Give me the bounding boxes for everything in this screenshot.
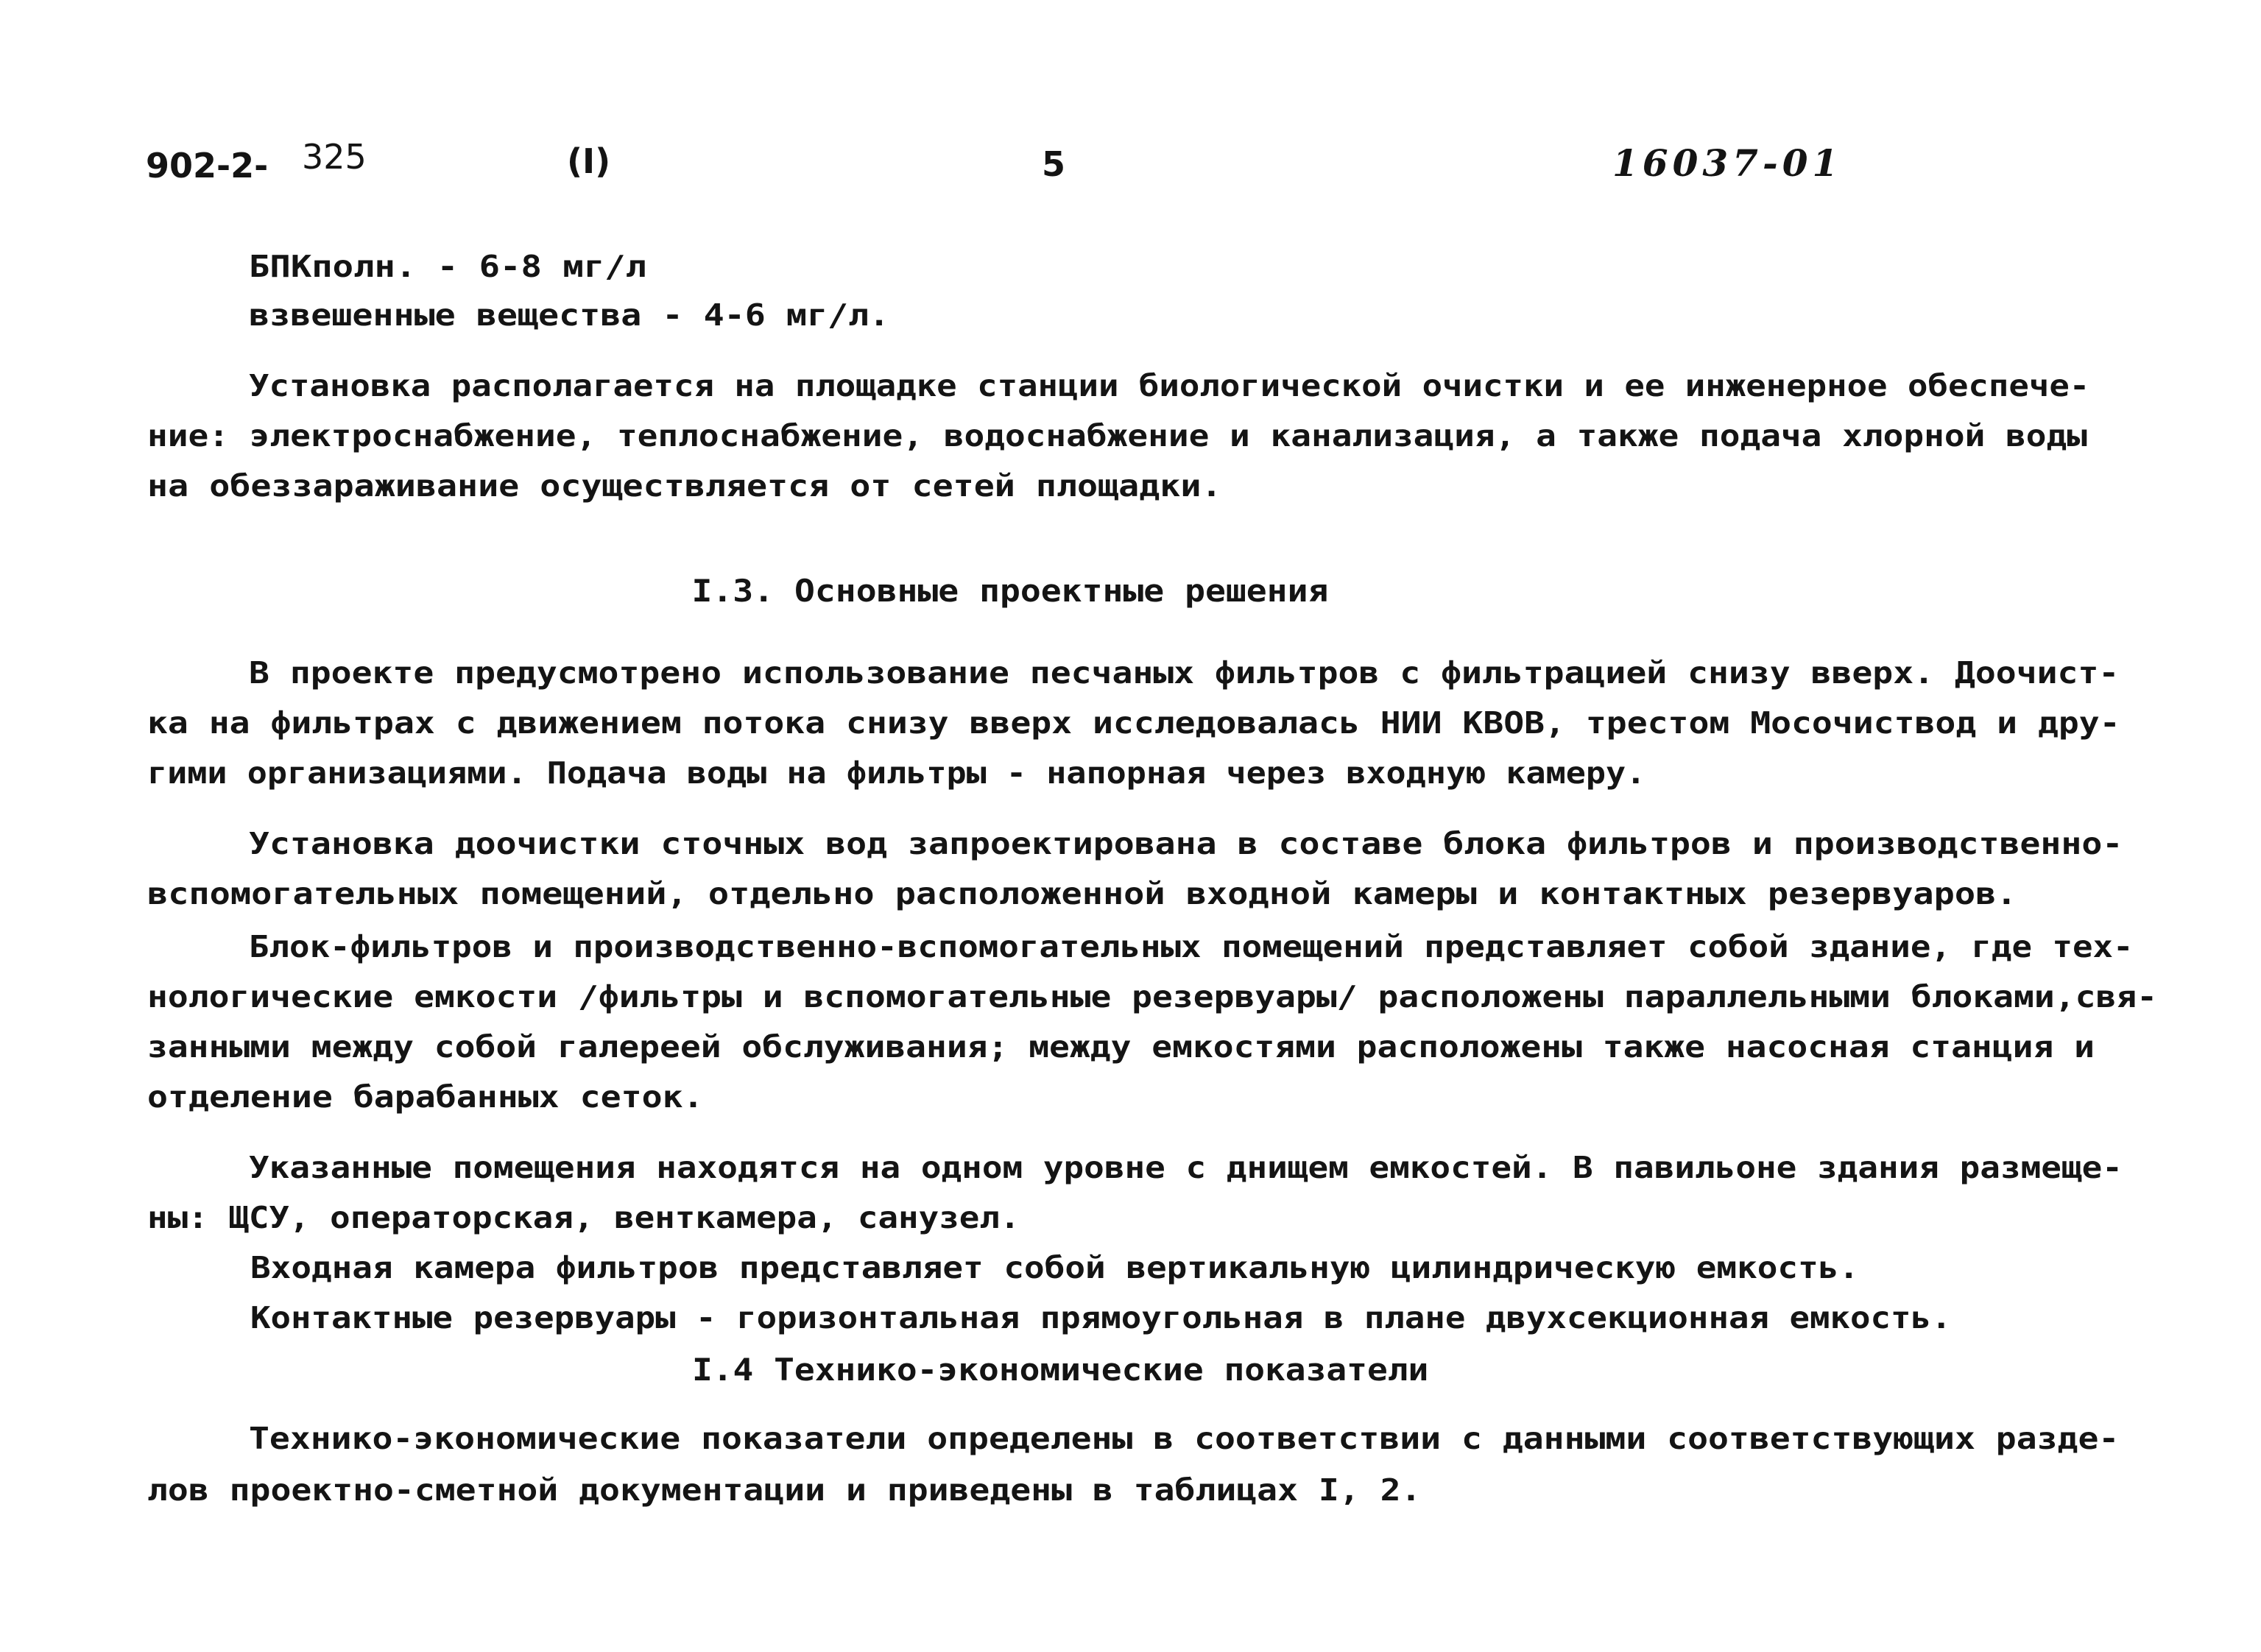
text-line: Установка доочистки сточных вод запроектирована в составе блока фильтров и производственно- xyxy=(249,826,2123,861)
section-heading: I.3. Основные проектные решения xyxy=(691,573,1329,609)
text-line: Указанные помещения находятся на одном уровне с днищем емкостей. В павильоне здания размеще- xyxy=(249,1150,2123,1185)
section-heading: I.4 Технико-экономические показатели xyxy=(691,1352,1429,1388)
text-line: взвешенные вещества - 4-6 мг/л. xyxy=(249,297,890,333)
text-line: Технико-экономические показатели определены в соответствии с данными соответствующих разде- xyxy=(249,1421,2120,1456)
page-number: 5 xyxy=(1042,144,1066,184)
text-line: ны: ЩСУ, операторская, венткамера, санузел. xyxy=(147,1200,1020,1235)
text-line: Блок-фильтров и производственно-вспомогательных помещений представляет собой здание, где тех- xyxy=(249,929,2134,964)
text-line: В проекте предусмотрено использование песчаных фильтров с фильтрацией снизу вверх. Доочист- xyxy=(249,655,2120,691)
text-line: Контактные резервуары - горизонтальная прямоугольная в плане двухсекционная емкость. xyxy=(250,1300,1952,1335)
text-line: Входная камера фильтров представляет собой вертикальную цилиндрическую емкость. xyxy=(250,1250,1860,1285)
text-line: БПКполн. - 6-8 мг/л xyxy=(249,249,646,284)
text-line: ние: электроснабжение, теплоснабжение, водоснабжение и канализация, а также подача хлорной воды xyxy=(147,418,2087,453)
text-line: лов проектно-сметной документации и приведены в таблицах I, 2. xyxy=(147,1472,1422,1508)
doc-code: 902-2- xyxy=(146,146,269,186)
text-line: отделение барабанных сеток. xyxy=(147,1079,704,1115)
inventory-number: 16037-01 xyxy=(1612,141,1843,185)
doc-part: (I) xyxy=(567,141,611,181)
text-line: на обеззараживание осуществляется от сетей площадки. xyxy=(147,468,1222,504)
text-line: вспомогательных помещений, отдельно расположенной входной камеры и контактных резервуаров. xyxy=(147,876,2017,911)
doc-number: 325 xyxy=(302,137,367,177)
text-line: гими организациями. Подача воды на фильтры - напорная через входную камеру. xyxy=(147,755,1646,791)
text-line: ка на фильтрах с движением потока снизу вверх исследовалась НИИ КВОВ, трестом Мосочиствод и дру- xyxy=(147,705,2120,741)
text-line: занными между собой галереей обслуживания; между емкостями расположены также насосная станция и xyxy=(147,1029,2095,1065)
text-line: нологические емкости /фильтры и вспомогательные резервуары/ расположены параллельными блоками,свя- xyxy=(147,979,2158,1014)
text-line: Установка располагается на площадке станции биологической очистки и ее инженерное обеспече- xyxy=(249,368,2090,403)
